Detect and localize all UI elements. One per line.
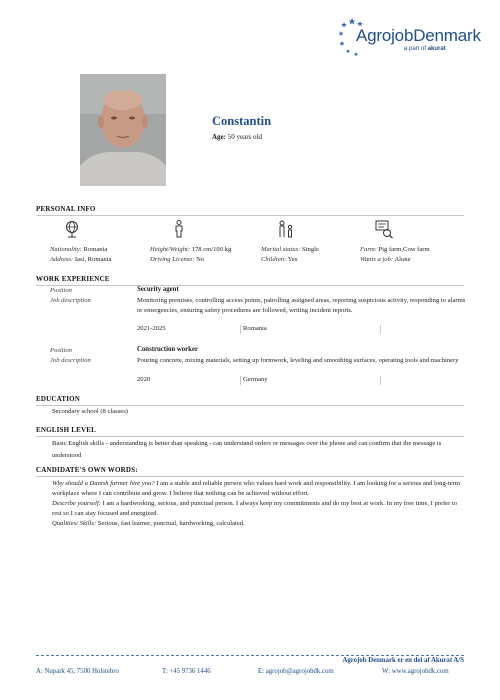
- job-title: Security agent: [137, 286, 179, 293]
- footer-address: A: Nupark 45, 7500 Holstebro: [36, 668, 119, 675]
- education-text: Secondary school (8 classes): [52, 408, 128, 415]
- divider: [36, 436, 464, 437]
- job-description-label: Job description: [50, 357, 91, 364]
- personal-info-title: PERSONAL INFO: [36, 205, 96, 213]
- logo-wordmark: AgrojobDenmark: [356, 26, 481, 45]
- own-words-title: CANDIDATE'S OWN WORDS:: [36, 466, 138, 474]
- own-words-skills: Qualities/ Skills: Serious, fast learner, punctual, hardworking, calculated.: [52, 520, 245, 527]
- divider: [36, 215, 464, 216]
- footer-email[interactable]: E: agrojob@agrojobdk.com: [258, 668, 334, 675]
- job-meta: [137, 376, 467, 385]
- job-period: 2021-2025: [137, 325, 166, 332]
- divider: [240, 376, 241, 385]
- divider: [36, 476, 464, 477]
- divider: [380, 376, 381, 385]
- globe-pin-icon: [62, 219, 82, 239]
- candidate-photo: [80, 74, 166, 186]
- divider: [380, 325, 381, 334]
- candidate-name: Constantin: [212, 114, 272, 128]
- company-logo: [338, 14, 488, 58]
- person-height-icon: [169, 219, 189, 239]
- logo-tagline: a part of akurat: [404, 46, 446, 52]
- footer-phone[interactable]: T: +45 9736 1446: [162, 668, 211, 675]
- divider: [240, 325, 241, 334]
- farm-job-icon: [374, 219, 394, 239]
- job-title: Construction worker: [137, 346, 198, 353]
- footer-website[interactable]: W: www.agrojobdk.com: [382, 668, 449, 675]
- job-country: Germany: [243, 376, 268, 383]
- footer-company: Agrojob Denmark er en del af Akurat A/S: [342, 657, 464, 664]
- info-column-family: Marital status: Single Children: Yes: [261, 246, 319, 263]
- own-words-why: Why should a Danish farmer hire you? I am a stable and reliable person who values hard work and responsibility. I am looking for a serious and long-term workplace where I can contribute and grow. I believe that nothing can be achieved without effort.: [52, 480, 461, 497]
- divider: [36, 405, 464, 406]
- footer-divider: [36, 655, 464, 656]
- job-description: Monitoring premises, controlling access points, patrolling assigned areas, reporting suspicious activity, responding to alarms or emergencies, ensuring safety procedures are followed, writing incident reports.: [137, 297, 466, 314]
- own-words-describe: Describe yourself: I am a hardworking, serious, and punctual person. I always keep my commitments and do my best at work. In my free time, I prefer to rest so I can stay focused and energized.: [52, 500, 458, 517]
- position-label: Position: [50, 347, 72, 354]
- english-level-text: Basic English skills - understanding is better than speaking - can understand orders or messages over the phone and can confirm that the message is understood: [52, 440, 442, 459]
- own-words-body: [52, 479, 462, 529]
- english-level-title: ENGLISH LEVEL: [36, 426, 96, 434]
- education-title: EDUCATION: [36, 395, 81, 403]
- info-column-nationality: Nationality: Romania Address: Iasi, Romania: [50, 246, 112, 263]
- info-column-body: Height/Weight: 178 cm/100 kg Driving License: No: [150, 246, 232, 263]
- job-description-label: Job description: [50, 297, 91, 304]
- position-label: Position: [50, 287, 72, 294]
- job-period: 2020: [137, 376, 151, 383]
- work-experience-title: WORK EXPERIENCE: [36, 275, 110, 283]
- family-icon: [276, 219, 296, 239]
- portrait-image: [80, 74, 166, 186]
- candidate-age: Age: 50 years old: [212, 133, 262, 141]
- divider: [36, 285, 464, 286]
- job-meta: [137, 325, 467, 334]
- info-column-farm: Farm: Pig farm,Cow farm Wants a job: Alone: [360, 246, 430, 263]
- job-description: Pouring concrete, mixing materials, setting up formwork, leveling and smoothing surfaces, operating tools and machinery: [137, 357, 459, 364]
- job-country: Romania: [243, 325, 267, 332]
